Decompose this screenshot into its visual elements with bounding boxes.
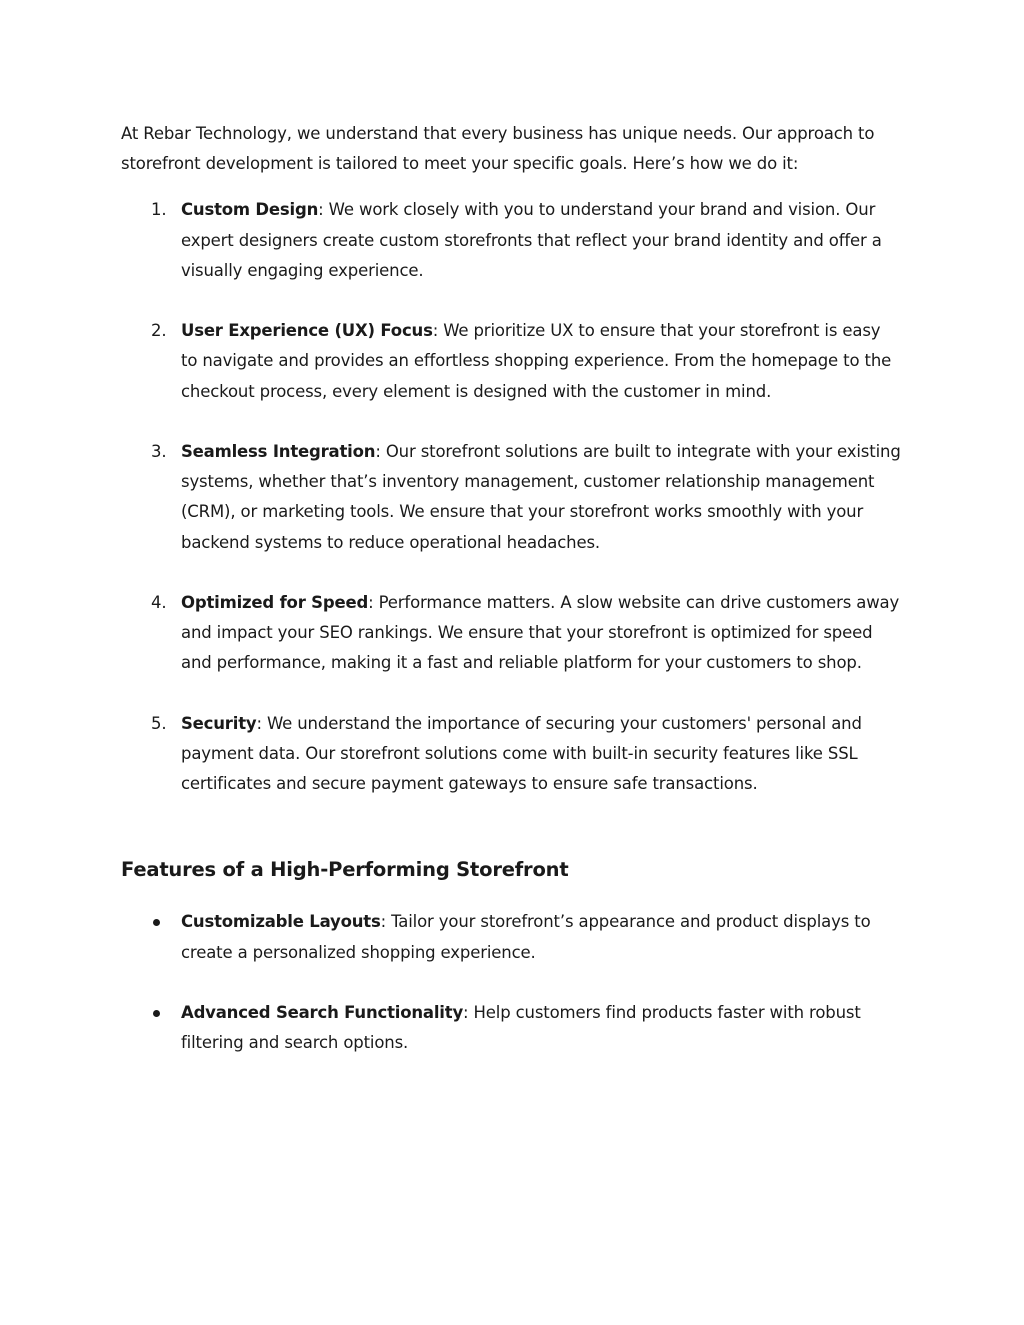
item-text: : Performance matters. A slow website can drive customers away and impact your SEO rankings. We ensure that your storefront is optimized for speed and performance, making it a fast and reliable platform for your customers to shop. (181, 593, 900, 673)
intro-paragraph: At Rebar Technology, we understand that every business has unique needs. Our approach to storefront development is tailored to meet your specific goals. Here’s how we do it: (121, 124, 875, 174)
list-item (121, 907, 901, 967)
features-list (121, 907, 901, 1058)
list-item (121, 588, 901, 679)
item-text: : We prioritize UX to ensure that your storefront is easy to navigate and provides an effortless shopping experience. From the homepage to the checkout process, every element is designed with the customer in mind. (181, 321, 892, 401)
list-item (121, 709, 901, 800)
list-number: 1. (151, 200, 167, 220)
item-text: : We understand the importance of securing your customers' personal and payment data. Our storefront solutions come with built-in security features like SSL certificates and secure payment gateways to ensure safe transactions. (181, 713, 862, 794)
item-text: : Help customers find products faster with robust filtering and search options. (181, 1003, 861, 1053)
features-heading: Features of a High-Performing Storefront (121, 858, 569, 882)
bullet-icon (153, 919, 160, 926)
item-text: : Our storefront solutions are built to integrate with your existing systems, whether that’s inventory management, customer relationship management (CRM), or marketing tools. We ensure that your storefront works smoothly with your backend systems to reduce operational headaches. (181, 442, 901, 552)
list-item (121, 998, 901, 1058)
bullet-icon (153, 1010, 160, 1017)
item-text: : We work closely with you to understand your brand and vision. Our expert designers create custom storefronts that reflect your brand identity and offer a visually engaging experience. (181, 200, 882, 280)
list-item (121, 316, 901, 407)
list-number: 4. (151, 593, 167, 612)
list-number: 3. (151, 442, 167, 461)
document-page (121, 119, 901, 1058)
list-number: 2. (151, 321, 167, 341)
item-term: Optimized for Speed (181, 593, 369, 612)
item-term: User Experience (UX) Focus (181, 321, 433, 341)
item-term: Security (181, 713, 257, 733)
list-number: 5. (151, 713, 167, 733)
list-item (121, 437, 901, 558)
item-term: Advanced Search Functionality (181, 1003, 463, 1022)
item-text: : Tailor your storefront’s appearance and product displays to create a personalized shopping experience. (181, 912, 871, 962)
item-term: Custom Design (181, 200, 319, 220)
item-term: Customizable Layouts (181, 912, 381, 932)
item-term: Seamless Integration (181, 442, 376, 461)
approach-list (121, 195, 901, 799)
list-item (121, 195, 901, 286)
